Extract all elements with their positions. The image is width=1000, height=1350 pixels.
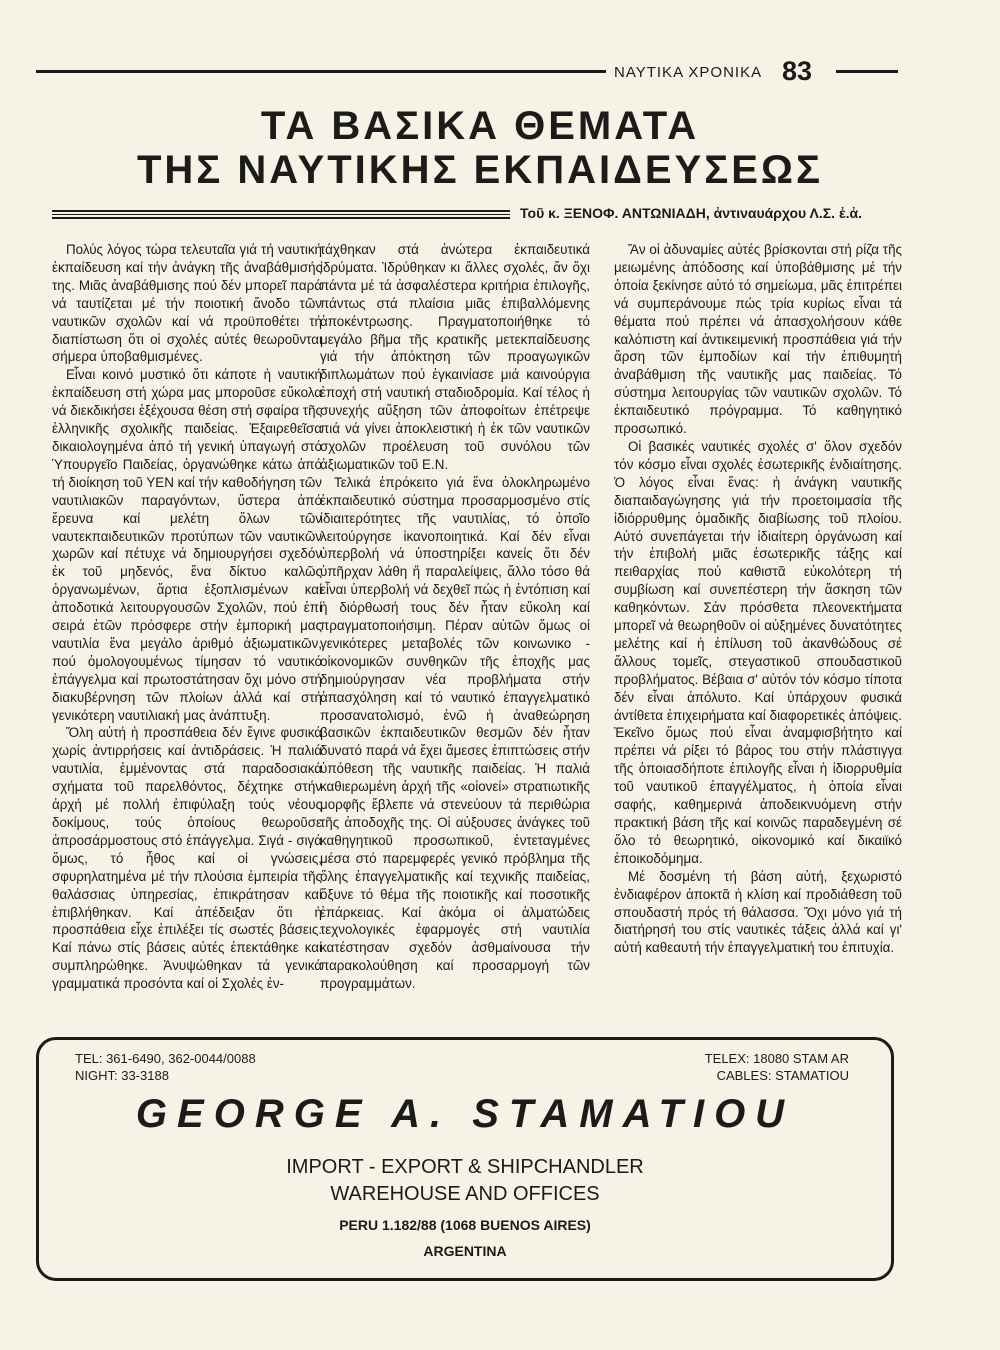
column-3 [614, 241, 902, 957]
ad-warehouse-line: WAREHOUSE AND OFFICES [330, 1183, 600, 1205]
ad-address: PERU 1.182/88 (1068 BUENOS AIRES) [339, 1217, 591, 1233]
ad-business-line: IMPORT - EXPORT & SHIPCHANDLER [286, 1156, 644, 1178]
ad-night: NIGHT: 33-3188 [75, 1068, 169, 1083]
article-title-line-2: ΤΗΣ ΝΑΥΤΙΚΗΣ ΕΚΠΑΙΔΕΥΣΕΩΣ [136, 148, 823, 192]
paragraph: Ἄν οἱ ἀδυναμίες αὐτές βρίσκονται στή ρίζα τῆς μειωμένης ἀπόδοσης καί ὑποβάθμισης μέ τήν ὁποία ξεκίνησε αὐτό τό σημείωμα, μᾶς ἐπιτρέπει νά συμπεράνουμε πώς τρία κυρίως εἶναι τά θέματα πού πρέπει νά ἀπασχολήσουν κάθε καλόπιστη καί ἀντικειμενική προσπάθεια γιά τήν ἄρση τῶν ἐμποδίων καί τήν ἐπιθυμητή ἀναβάθμιση τῆς ναυτικῆς μας παιδείας. Τό σύστημα λειτουργίας τῶν ναυτικῶν σχολῶν. Τό ἐκπαιδευτικό πρόγραμμα. Τό καθηγητικό προσωπικό. [614, 242, 902, 437]
paragraph: Εἶναι κοινό μυστικό ὅτι κάποτε ἡ ναυτική ἐκπαίδευση στή χώρα μας μποροῦσε εὔκολα νά διεκδικήσει ἐξέχουσα θέση στή σφαίρα τῆς ἑλληνικῆς σχολικῆς παιδείας. Ἐξαιρεθεῖσα δικαιολογημένα ἀπό τή γενική ὑπαγωγή στό Ὑπουργεῖο Παιδείας, ὀργανώθηκε κάτω ἀπό τή διοίκηση τοῦ ΥΕΝ καί τήν καθοδήγηση τῶν ναυτιλιακῶν παραγόντων, ὕστερα ἀπό ἔρευνα καί μελέτη ὅλων τῶν ναυτεκπαιδευτικῶν προτύπων τῶν ναυτικῶν χωρῶν καί πέτυχε νά δημιουργήσει σχεδόν ἐκ τοῦ μηδενός, ἕνα δίκτυο καλῶς ὀργανωμένων, ἄρτια ἐξοπλισμένων καί ἀποδοτικά λειτουργουσῶν Σχολῶν, πού ἐπί σειρά ἐτῶν πρόσφερε στήν ἐμπορική μας ναυτιλία ἕνα μεγάλο ἀριθμό ἀξιωματικῶν, πού ὁμολογουμένως τίμησαν τό ναυτικό ἐπάγγελμα καί πρωτοστάτησαν ὄχι μόνο στή διακυβέρνηση τῶν πλοίων ἀλλά καί στή γενικότερη ναυτιλιακή μας ἀνάπτυξη. [52, 367, 322, 723]
ad-cables: CABLES: STAMATIOU [716, 1068, 849, 1083]
byline-rules [52, 210, 510, 222]
ad-country: ARGENTINA [423, 1243, 507, 1259]
advertisement-box [36, 1037, 894, 1281]
ad-contact-right [705, 1050, 849, 1084]
paragraph: Τελικά ἐπρόκειτο γιά ἕνα ὁλοκληρωμένο ἐκπαιδευτικό σύστημα προσαρμοσμένο στίς ἰδιαιτερότητες τῆς ναυτιλίας, τό ὁποῖο λειτούργησε ἱκανοποιητικά. Καί δέν εἶναι ὑπερβολή νά ὑποστηρίξει κανείς ὅτι δέν ὑπῆρχαν λάθη ἤ παραλείψεις, ἄλλο τόσο θά εἶναι ὑπερβολή νά δεχθεῖ πώς ἡ ἐντόπιση καί ἡ διόρθωσή τους δέν ἦταν εὔκολη καί πραγματοποιήσιμη. Πέραν αὐτῶν ὅμως οἱ γενικότερες μεταβολές τῶν κοινωνικο - οἰκονομικῶν συνθηκῶν τῆς ἐποχῆς μας δημιούργησαν νέα προβλήματα στήν ἀπασχόληση καί τό ναυτικό ἐπαγγελματικό προσανατολισμό, ἐνῶ ἡ ἀναθεώρηση βασικῶν ἐκπαιδευτικῶν θεσμῶν δέν ἦταν δυνατό παρά νά ἔχει ἄμεσες ἐπιπτώσεις στήν ὑπόθεση τῆς ναυτικῆς παιδείας. Ἡ παλιά καθιερωμένη ἀρχή τῆς «οἰονεί» στρατιωτικῆς μορφῆς ἔβλεπε νά στενεύουν τά περιθώρια τῆς ἀποδοχῆς της. Οἱ αὐξουσες ἀνάγκες τοῦ καθηγητικοῦ προσωπικοῦ, ἐντεταγμένες μέσα στό παρεμφερές γενικό πρόβλημα τῆς ὅλης ἐπαγγελματικῆς καί τεχνικῆς παιδείας, ὄξυνε τό θέμα τῆς ποιοτικῆς καί ποσοτικῆς ἐπάρκειας. Καί ἀκόμα οἱ ἁλματώδεις τεχνολογικές ἐφαρμογές στή ναυτιλία κατέστησαν σχεδόν ἀσθμαίνουσα τήν παρακολούθηση καί προσαρμογή τῶν προγραμμάτων. [320, 474, 590, 992]
article-title-line-1: ΤΑ ΒΑΣΙΚΑ ΘΕΜΑΤΑ [260, 104, 700, 148]
section-name: ΝΑΥΤΙΚΑ ΧΡΟΝΙΚΑ [614, 64, 763, 81]
header-rule-left [36, 70, 606, 73]
paragraph: Ὅλη αὐτή ἡ προσπάθεια δέν ἔγινε φυσικά χωρίς ἀντιρρήσεις καί ἀντιδράσεις. Ἡ παλιά ναυτιλία, ἐμμένοντας στά παραδοσιακά σχήματα τοῦ παρελθόντος, δέχτηκε στήν ἀρχή μέ πολλή ἐπιφύλαξη τούς νέους δοκίμους, τούς ὁποίους θεωροῦσε ἀπροσάρμοστους στό ἐπάγγελμα. Σιγά - σιγά ὅμως, τό ἦθος καί οἱ γνώσεις, σφυρηλατημένα μέ τήν πλούσια ἐμπειρία τῆς θαλάσσιας ὑπηρεσίας, ἐπικράτησαν καί ἐπιβλήθηκαν. Καί ἀπέδειξαν ὅτι ἡ προσπάθεια εἶχε ἐπιλέξει τίς σωστές βάσεις. Καί πάνω στίς βάσεις αὐτές ἐπεκτάθηκε καί συμπληρώθηκε. Ἀνυψώθηκαν τά γενικά γραμματικά προσόντα καί οἱ Σχολές ἐν- [52, 725, 322, 992]
paragraph: Μέ δοσμένη τή βάση αὐτή, ξεχωριστό ἐνδιαφέρον ἀποκτᾶ ἡ κλίση καί προδιάθεση τοῦ σπουδαστή πρός τή θάλασσα. Ὄχι μόνο γιά τή διατήρησή του στίς ναυτικές τάξεις ἀλλά καί γι' αὐτή καθεαυτή τήν ἐπαγγελματική του ἐπιτυχία. [614, 868, 902, 956]
column-2 [320, 241, 590, 993]
paragraph: Οἱ βασικές ναυτικές σχολές σ' ὅλον σχεδόν τόν κόσμο εἶναι σχολές ἐσωτερικῆς ἐνδιαίτησης. Ὁ λόγος εἶναι ἕνας: ἡ ἀνάγκη ναυτικῆς διαπαιδαγώγησης γιά τήν προετοιμασία τῆς ἰδιόρρυθμης ὁμαδικῆς διαβίωσης τοῦ πλοίου. Αὐτό συνεπάγεται τήν ἰδιαίτερη ὀργάνωση καί τήν ἐπιβολή μιᾶς ἐσωτερικῆς τάξης καί πειθαρχίας πού καθιστᾶ εὐκολότερη τή συμβίωση καί συνεπέστερη τήν ἄσκηση τῶν καθηκόντων. Σάν πρόσθετα πλεονεκτήματα μπορεῖ νά θεωρηθοῦν οἱ αὐξημένες δυνατότητες μελέτης καί ἡ ἐπίλυση τοῦ ἀκανθώδους σέ ἄλλους τομεῖς, στεγαστικοῦ σπουδαστικοῦ προβλήματος. Βέβαια σ' αὐτόν τόν κόσμο τίποτα δέν εἶναι ἀπόλυτο. Καί ὑπάρχουν φυσικά ἀντίθετα ἐπιχειρήματα καί διαφορετικές ἀπόψεις. Ἐκεῖνο ὅμως πού εἶναι ἀναμφισβήτητο καί πρέπει νά ρίξει τό βάρος του στήν πλάστιγγα τῆς ὁποιασδήποτε ἐπιλογῆς εἶναι ἡ ἰδιορρυθμία τοῦ ναυτικοῦ ἐπαγγέλματος, ἡ ὁποία εἶναι σαφής, καθημερινά ἀποδεικνυόμενη στήν πρακτική βάση τῆς καί κοινῶς παραδεγμένη σέ ὅλο τό θεωρητικό, οἰκονομικό καί δικαιϊκό ἐποικοδόμημα. [614, 438, 902, 866]
page-number: 83 [782, 56, 813, 86]
paragraph: τάχθηκαν στά ἀνώτερα ἐκπαιδευτικά ἱδρύματα. Ἱδρύθηκαν κι ἄλλες σχολές, ἄν ὄχι πάντα μέ τά ἀσφαλέστερα κριτήρια ἐπιλογῆς, πάντως στά πλαίσια μιᾶς ἐπιβαλλόμενης ἀποκέντρωσης. Πραγματοποιήθηκε τό μεγάλο βῆμα τῆς κρατικῆς μετεκπαίδευσης γιά τήν ἀπόκτηση τῶν προαγωγικῶν διπλωμάτων πού ἐγκαινίασε μιά καινούργια ἐποχή στή ναυτική σταδιοδρομία. Καί τέλος ἡ συνεχής αὔξηση τῶν ἀποφοίτων ἐπέτρεψε πιά νά γίνει ἀποκλειστική ἡ ἐκ τῶν ναυτικῶν σχολῶν προέλευση τοῦ συνόλου τῶν ἀξιωματικῶν τοῦ Ε.Ν. [320, 242, 590, 472]
header-rule-right [836, 70, 898, 73]
column-1 [52, 241, 322, 993]
ad-company-name: GEORGE A. STAMATIOU [135, 1092, 795, 1136]
ad-tel: TEL: 361-6490, 362-0044/0088 [75, 1051, 256, 1066]
paragraph: Πολύς λόγος τώρα τελευταῖα γιά τή ναυτική ἐκπαίδευση καί τήν ἀνάγκη τῆς ἀναβάθμισής της. Μιᾶς ἀναβάθμισης πού δέν μπορεῖ παρά νά ταυτίζεται μέ τήν ποιοτική ἄνοδο τῶν ναυτικῶν σχολῶν καί νά προϋποθέτει τή διαπίστωση ὅτι οἱ σχολές αὐτές θεωροῦνται σήμερα ὑποβαθμισμένες. [52, 242, 322, 365]
ad-contact-left [75, 1050, 256, 1084]
ad-telex: TELEX: 18080 STAM AR [704, 1051, 849, 1066]
byline: Τοῦ κ. ΞΕΝΟΦ. ΑΝΤΩΝΙΑΔΗ, ἀντιναυάρχου Λ.Σ. ἐ.ἀ. [520, 205, 862, 221]
